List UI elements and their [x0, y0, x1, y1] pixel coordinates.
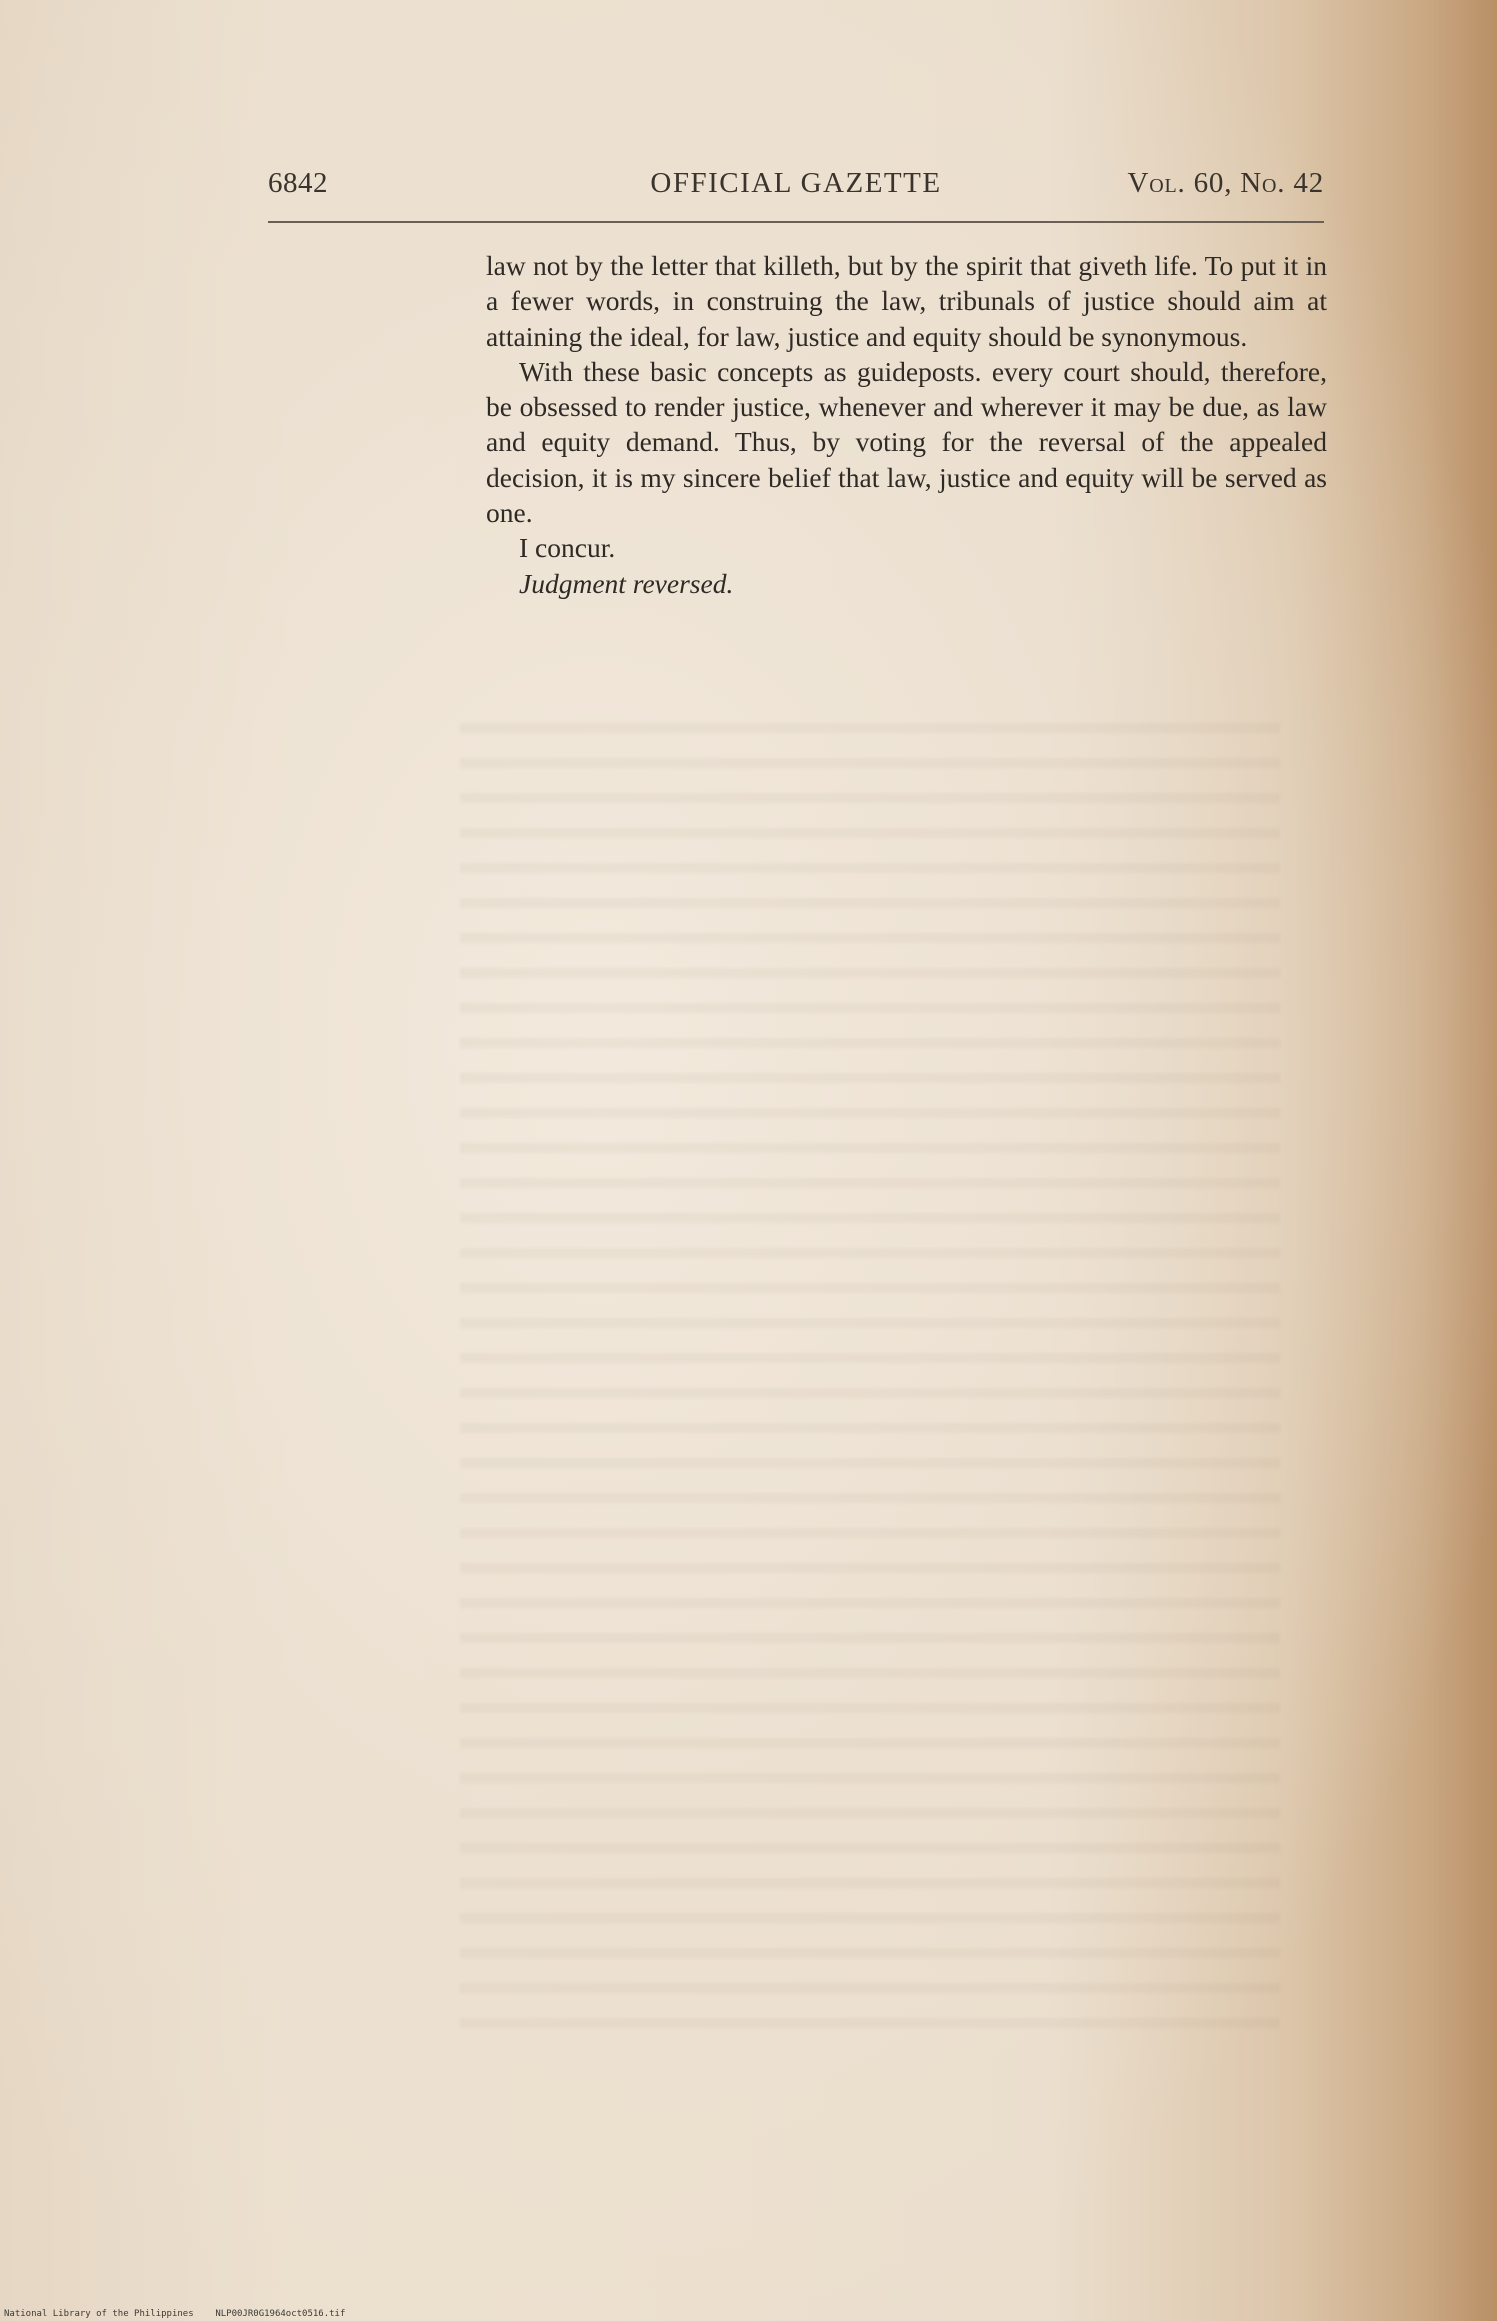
library-name: National Library of the Philippines — [4, 2309, 194, 2319]
volume-number: Vol. 60, No. 42 — [1127, 167, 1324, 199]
judgment-line: Judgment reversed. — [519, 567, 734, 599]
bleed-through-text — [460, 700, 1280, 2040]
body-text — [486, 248, 1327, 601]
page-header — [268, 167, 1324, 207]
scan-footer — [4, 2309, 345, 2319]
concurrence-line: I concur. — [519, 532, 616, 564]
header-rule — [268, 221, 1324, 223]
paragraph-continuation: law not by the letter that killeth, but by the spirit that giveth life. To put it in a fewer words, in construing the law, tribunals of justice should aim at attaining the ideal, for law, justice and equity should be synonymous. — [486, 250, 1327, 352]
page-number: 6842 — [268, 167, 328, 199]
gazette-title: OFFICIAL GAZETTE — [650, 167, 942, 199]
paragraph-guideposts: With these basic concepts as guideposts. every court should, therefore, be obsessed to render justice, whenever and wherever it may be due, as law and equity demand. Thus, by voting for the reversal of the appealed decision, it is my sincere belief that law, justice and equity will be served as one. — [486, 355, 1327, 529]
file-name: NLP00JR0G1964oct0516.tif — [215, 2309, 346, 2319]
